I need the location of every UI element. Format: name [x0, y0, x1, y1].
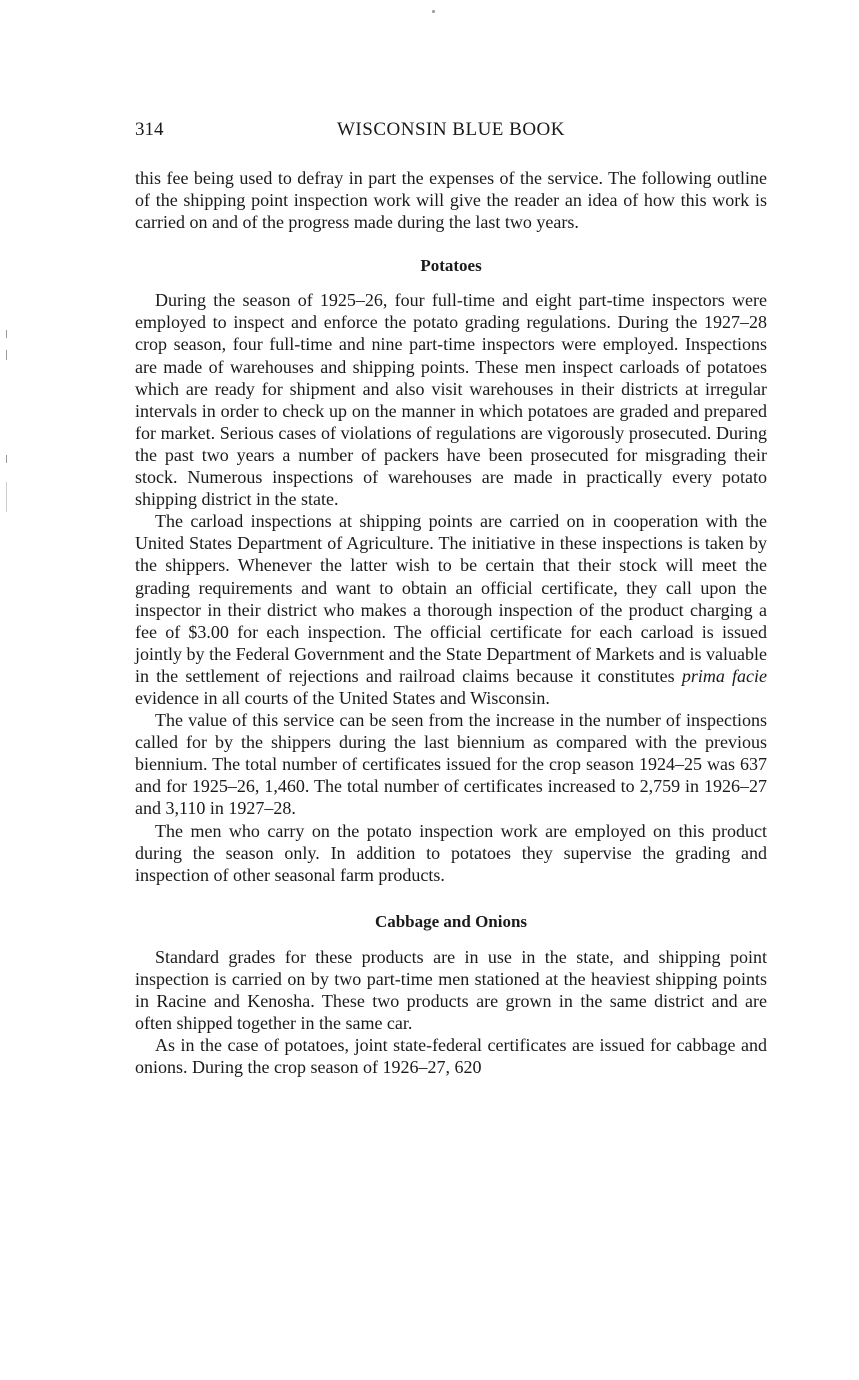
book-page: [135, 115, 767, 1078]
potatoes-paragraph-2-text-b: evidence in all courts of the United States and Wisconsin.: [135, 687, 550, 708]
book-title: WISCONSIN BLUE BOOK: [337, 119, 565, 140]
potatoes-heading: Potatoes: [420, 256, 482, 276]
scan-speck-top: [432, 10, 435, 13]
potatoes-paragraph-4: The men who carry on the potato inspection work are employed on this product during the season only. In addition to potatoes they supervise the grading and inspection of other seasonal farm products.: [135, 820, 767, 885]
potatoes-paragraph-2: [135, 510, 767, 709]
cabbage-onions-heading: Cabbage and Onions: [374, 911, 528, 931]
potatoes-paragraph-2-text-a: The carload inspections at shipping points are carried on in cooperation with the United States Department of Agriculture. The initiative in these inspections is taken by the shippers. Whenever the latter wish to be certain that their stock will meet the grading requirements and want to obtain an official certificate, they call upon the inspector in their district who makes a thorough inspection of the product charging a fee of $3.00 for each inspection. The official certificate for each carload is issued jointly by the Federal Government and the State Department of Markets and is valuable in the settlement of rejections and railroad claims because it constitutes: [135, 511, 767, 686]
cabbage-onions-paragraph-2: As in the case of potatoes, joint state-federal certificates are issued for cabbage and onions. During the crop season of 1926–27, 620: [135, 1035, 767, 1078]
scan-mark-margin-3: [6, 455, 7, 463]
latin-term-prima-facie: prima facie: [681, 665, 767, 686]
potatoes-paragraph-1: During the season of 1925–26, four full-time and eight part-time inspectors were employed to inspect and enforce the potato grading regulations. During the 1927–28 crop season, four full-time and nine part-time inspectors were employed. Inspections are made of warehouses and shipping points. These men inspect carloads of potatoes which are ready for shipment and also visit warehouses in their districts at irregular intervals in order to check up on the manner in which potatoes are graded and prepared for market. Serious cases of violations of regulations are vigorously prosecuted. During the past two years a number of packers have been prosecuted for misgrading their stock. Numerous inspections of warehouses are made in practically every potato shipping district in the state.: [135, 290, 767, 510]
running-head: [135, 115, 767, 145]
potatoes-paragraph-3: The value of this service can be seen from the increase in the number of inspections called for by the shippers during the last biennium as compared with the previous biennium. The total number of certificates issued for the crop season 1924–25 was 637 and for 1925–26, 1,460. The total number of certificates increased to 2,759 in 1926–27 and 3,110 in 1927–28.: [135, 710, 767, 819]
cabbage-onions-paragraph-1: Standard grades for these products are in use in the state, and shipping point inspection is carried on by two part-time men stationed at the heaviest shipping points in Racine and Kenosha. These two products are grown in the same district and are often shipped together in the same car.: [135, 946, 767, 1034]
scan-mark-margin-1: [6, 330, 7, 338]
intro-paragraph: this fee being used to defray in part the expenses of the service. The following outline of the shipping point inspection work will give the reader an idea of how this work is carried on and of the progress made during the last two years.: [135, 168, 767, 233]
scan-mark-margin-4: [6, 482, 7, 512]
page-number: 314: [135, 119, 164, 140]
body-text: [135, 167, 767, 1078]
scan-mark-margin-2: [6, 350, 7, 360]
